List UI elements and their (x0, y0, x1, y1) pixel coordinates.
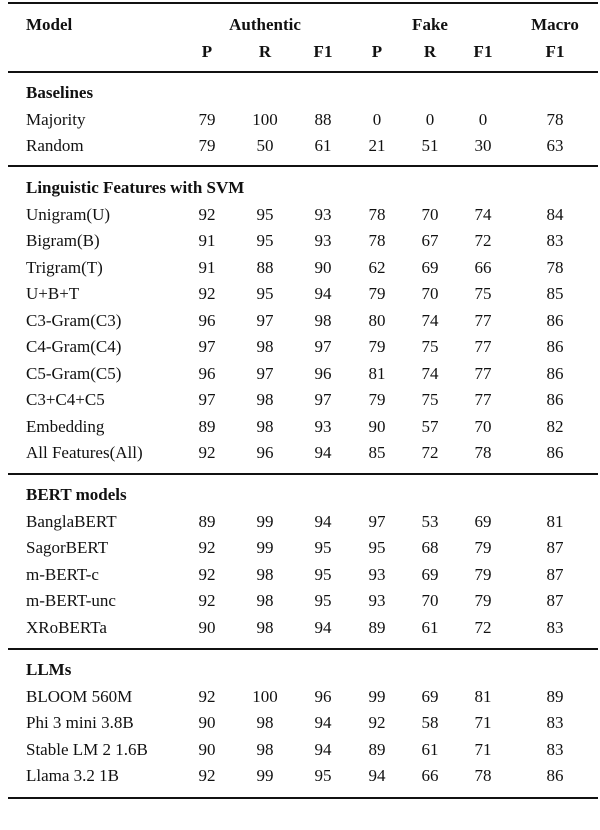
row-value: 78 (368, 231, 386, 250)
header-subcol: F1 (545, 42, 565, 61)
bottom-rule (8, 797, 598, 799)
row-value: 77 (474, 390, 492, 409)
row-value: 79 (474, 538, 492, 557)
row-value: 94 (314, 713, 332, 732)
row-value: 98 (256, 713, 274, 732)
row-value: 88 (314, 109, 332, 129)
row-value: 83 (546, 713, 564, 732)
row-value: 58 (421, 713, 439, 732)
row-model: m-BERT-unc (26, 591, 116, 610)
row-value: 89 (198, 416, 216, 436)
row-value: 90 (198, 739, 216, 759)
row-model: BanglaBERT (26, 511, 117, 531)
row-value: 84 (546, 204, 564, 224)
row-value: 79 (198, 109, 216, 129)
row-value: 83 (546, 231, 564, 250)
row-value: 70 (421, 204, 439, 224)
row-value: 90 (198, 713, 216, 732)
row-value: 71 (474, 713, 492, 732)
row-value: 98 (256, 390, 274, 409)
row-model: Stable LM 2 1.6B (26, 739, 148, 759)
row-value: 72 (421, 443, 439, 462)
row-value: 90 (314, 257, 332, 277)
row-value: 95 (256, 284, 274, 303)
row-value: 92 (368, 713, 386, 732)
row-value: 78 (474, 766, 492, 785)
row-value: 94 (314, 511, 332, 531)
row-value: 72 (474, 231, 492, 250)
row-value: 30 (474, 136, 492, 155)
header-subcol: P (371, 42, 383, 61)
row-value: 89 (546, 686, 564, 706)
row-value: 98 (314, 310, 332, 330)
row-value: 95 (256, 231, 274, 250)
row-value: 79 (368, 337, 386, 356)
row-value: 97 (198, 337, 216, 356)
row-value: 71 (474, 739, 492, 759)
row-value: 94 (314, 443, 332, 462)
row-value: 96 (198, 310, 216, 330)
row-value: 53 (421, 511, 439, 531)
row-value: 69 (421, 257, 439, 277)
row-value: 98 (256, 337, 274, 356)
row-value: 75 (421, 337, 439, 356)
section-title: Linguistic Features with SVM (26, 178, 245, 197)
row-value: 67 (421, 231, 439, 250)
row-value: 83 (546, 739, 564, 759)
row-model: Unigram(U) (26, 204, 111, 224)
row-model: XRoBERTa (26, 617, 107, 637)
row-value: 74 (421, 363, 439, 383)
section-title: BERT models (26, 485, 127, 504)
row-value: 94 (368, 766, 386, 785)
row-value: 97 (256, 310, 274, 330)
row-value: 95 (314, 766, 332, 785)
section-rule (8, 648, 598, 650)
row-value: 70 (421, 284, 439, 303)
row-value: 61 (421, 739, 439, 759)
row-value: 86 (546, 337, 564, 356)
row-value: 79 (368, 284, 386, 303)
row-value: 96 (256, 443, 274, 462)
row-value: 79 (368, 390, 386, 409)
row-value: 92 (198, 766, 216, 785)
row-value: 69 (421, 686, 439, 706)
row-value: 79 (474, 564, 492, 584)
row-value: 81 (546, 511, 564, 531)
row-value: 98 (256, 564, 274, 584)
row-value: 62 (368, 257, 386, 277)
row-value: 85 (546, 284, 564, 303)
header-subcol: F1 (473, 42, 493, 61)
row-value: 100 (252, 109, 278, 129)
row-model: Phi 3 mini 3.8B (26, 713, 134, 732)
row-value: 92 (198, 564, 216, 584)
row-value: 99 (256, 511, 274, 531)
row-value: 0 (425, 109, 435, 129)
row-value: 86 (546, 363, 564, 383)
row-value: 87 (546, 538, 564, 557)
row-value: 97 (256, 363, 274, 383)
row-value: 95 (314, 564, 332, 584)
row-value: 91 (198, 257, 216, 277)
section-title: Baselines (26, 83, 94, 102)
row-model: Majority (26, 109, 86, 129)
row-value: 93 (314, 416, 332, 436)
row-value: 72 (474, 617, 492, 637)
row-value: 81 (368, 363, 386, 383)
row-model: U+B+T (26, 284, 80, 303)
row-value: 86 (546, 390, 564, 409)
row-value: 81 (474, 686, 492, 706)
row-value: 70 (474, 416, 492, 436)
row-value: 88 (256, 257, 274, 277)
row-value: 70 (421, 591, 439, 610)
row-value: 95 (368, 538, 386, 557)
row-value: 80 (368, 310, 386, 330)
section-rule (8, 473, 598, 475)
header-model: Model (26, 15, 73, 34)
row-value: 99 (256, 766, 274, 785)
row-model: m-BERT-c (26, 564, 99, 584)
row-value: 61 (314, 136, 332, 155)
top-rule (8, 2, 598, 4)
row-value: 94 (314, 617, 332, 637)
header-rule (8, 71, 598, 73)
row-value: 75 (421, 390, 439, 409)
row-value: 63 (546, 136, 564, 155)
row-value: 90 (368, 416, 386, 436)
row-value: 50 (256, 136, 274, 155)
row-value: 75 (474, 284, 492, 303)
header-subcol: R (423, 42, 437, 61)
row-value: 21 (368, 136, 386, 155)
row-value: 77 (474, 363, 492, 383)
row-value: 92 (198, 204, 216, 224)
row-value: 93 (368, 564, 386, 584)
row-value: 96 (314, 363, 332, 383)
row-value: 94 (314, 284, 332, 303)
row-model: All Features(All) (26, 443, 143, 462)
row-model: Bigram(B) (26, 231, 100, 250)
row-value: 95 (256, 204, 274, 224)
row-value: 78 (546, 109, 564, 129)
row-value: 92 (198, 686, 216, 706)
row-value: 98 (256, 739, 274, 759)
row-value: 97 (368, 511, 386, 531)
row-model: C4-Gram(C4) (26, 337, 122, 356)
row-value: 87 (546, 591, 564, 610)
row-value: 74 (421, 310, 439, 330)
section-rule (8, 165, 598, 167)
row-value: 87 (546, 564, 564, 584)
row-value: 89 (368, 739, 386, 759)
row-model: Trigram(T) (26, 257, 103, 277)
row-value: 66 (474, 257, 492, 277)
header-subcol: F1 (313, 42, 333, 61)
row-value: 92 (198, 591, 216, 610)
row-value: 97 (314, 337, 332, 356)
row-value: 97 (198, 390, 216, 409)
row-value: 78 (474, 443, 492, 462)
row-value: 93 (314, 231, 332, 250)
row-value: 61 (421, 617, 439, 637)
row-value: 69 (474, 511, 492, 531)
row-value: 93 (314, 204, 332, 224)
row-value: 86 (546, 766, 564, 785)
row-value: 83 (546, 617, 564, 637)
row-value: 95 (314, 591, 332, 610)
row-value: 69 (421, 564, 439, 584)
header-subcol: R (258, 42, 272, 61)
row-value: 98 (256, 591, 274, 610)
row-value: 96 (314, 686, 332, 706)
row-value: 100 (252, 686, 278, 706)
row-value: 92 (198, 538, 216, 557)
row-value: 78 (368, 204, 386, 224)
header-group: Authentic (229, 15, 301, 34)
row-value: 86 (546, 443, 564, 462)
header-group: Fake (412, 15, 448, 34)
row-value: 51 (421, 136, 439, 155)
row-value: 98 (256, 416, 274, 436)
row-model: C3-Gram(C3) (26, 310, 122, 330)
row-value: 99 (256, 538, 274, 557)
header-subcol: P (201, 42, 213, 61)
row-value: 95 (314, 538, 332, 557)
row-value: 91 (198, 231, 216, 250)
row-value: 89 (198, 511, 216, 531)
row-model: Embedding (26, 416, 105, 436)
row-value: 82 (546, 416, 564, 436)
row-model: BLOOM 560M (26, 686, 133, 706)
row-value: 0 (478, 109, 488, 129)
row-value: 74 (474, 204, 492, 224)
row-model: Random (26, 136, 84, 155)
row-value: 78 (546, 257, 564, 277)
row-value: 96 (198, 363, 216, 383)
row-value: 85 (368, 443, 386, 462)
row-value: 90 (198, 617, 216, 637)
row-value: 89 (368, 617, 386, 637)
row-value: 99 (368, 686, 386, 706)
row-value: 86 (546, 310, 564, 330)
row-value: 77 (474, 310, 492, 330)
row-value: 92 (198, 443, 216, 462)
row-value: 68 (421, 538, 439, 557)
row-model: C3+C4+C5 (26, 390, 105, 409)
row-value: 0 (372, 109, 382, 129)
header-group: Macro (531, 15, 579, 34)
row-value: 94 (314, 739, 332, 759)
row-value: 66 (421, 766, 439, 785)
row-model: Llama 3.2 1B (26, 766, 120, 785)
row-value: 77 (474, 337, 492, 356)
row-value: 92 (198, 284, 216, 303)
row-value: 98 (256, 617, 274, 637)
row-model: C5-Gram(C5) (26, 363, 122, 383)
row-value: 97 (314, 390, 332, 409)
row-model: SagorBERT (26, 538, 109, 557)
row-value: 57 (421, 416, 439, 436)
section-title: LLMs (26, 660, 72, 679)
row-value: 79 (474, 591, 492, 610)
row-value: 93 (368, 591, 386, 610)
row-value: 79 (198, 136, 216, 155)
